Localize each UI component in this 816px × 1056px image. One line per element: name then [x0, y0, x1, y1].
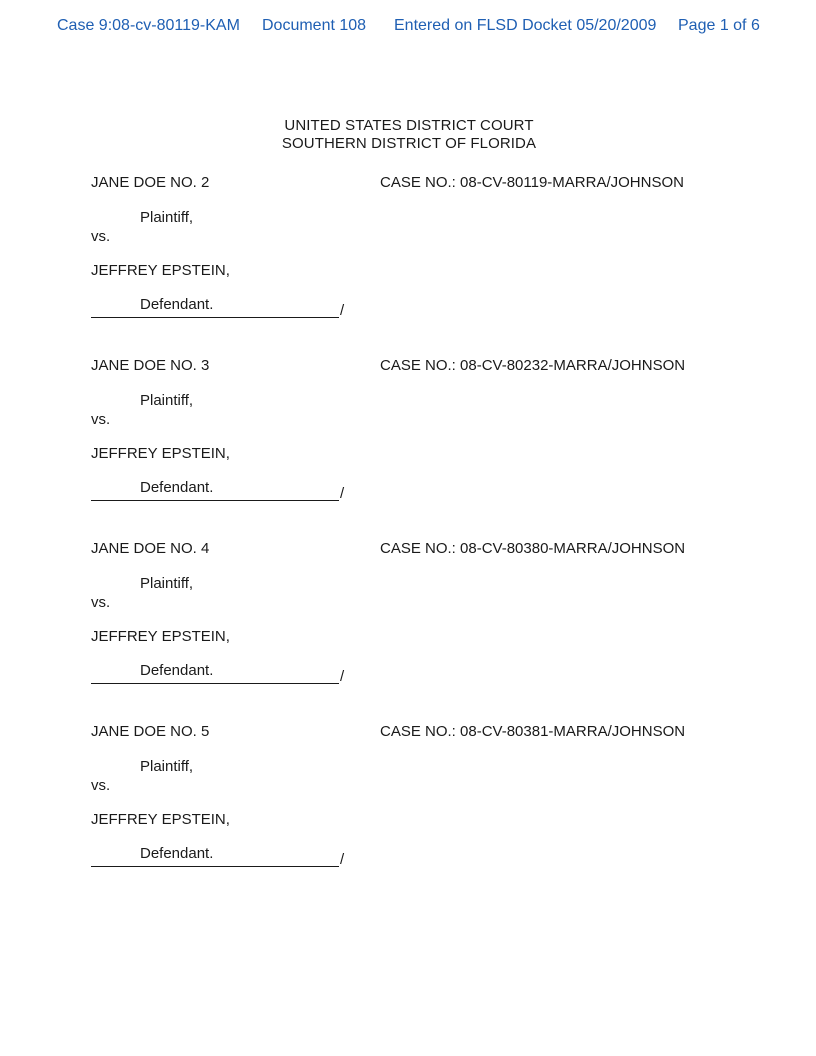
versus-label: vs. [91, 594, 111, 611]
plaintiff-role: Plaintiff, [140, 209, 194, 226]
caption-divider-line [91, 866, 339, 867]
plaintiff-role: Plaintiff, [140, 575, 194, 592]
docket-header [0, 17, 816, 39]
case-caption-1 [0, 174, 816, 354]
defendant-name: JEFFREY EPSTEIN, [91, 445, 230, 462]
defendant-role: Defendant. [140, 479, 214, 496]
defendant-role: Defendant. [140, 662, 214, 679]
plaintiff-role: Plaintiff, [140, 758, 194, 775]
case-number: CASE NO.: 08-CV-80381-MARRA/JOHNSON [380, 723, 686, 740]
court-title-line-2: SOUTHERN DISTRICT OF FLORIDA [281, 135, 537, 152]
case-caption-4 [0, 723, 816, 903]
header-page-number: Page 1 of 6 [678, 17, 760, 34]
caption-slash: / [340, 851, 345, 868]
court-title [0, 117, 816, 153]
plaintiff-name: JANE DOE NO. 4 [91, 540, 210, 557]
case-number: CASE NO.: 08-CV-80119-MARRA/JOHNSON [380, 174, 684, 191]
caption-slash: / [340, 302, 345, 319]
versus-label: vs. [91, 777, 111, 794]
defendant-name: JEFFREY EPSTEIN, [91, 811, 230, 828]
case-number: CASE NO.: 08-CV-80380-MARRA/JOHNSON [380, 540, 686, 557]
versus-label: vs. [91, 228, 111, 245]
caption-slash: / [340, 485, 345, 502]
header-case-id: Case 9:08-cv-80119-KAM [57, 17, 240, 34]
plaintiff-name: JANE DOE NO. 5 [91, 723, 210, 740]
case-caption-3 [0, 540, 816, 720]
defendant-role: Defendant. [140, 845, 214, 862]
plaintiff-name: JANE DOE NO. 2 [91, 174, 210, 191]
case-number: CASE NO.: 08-CV-80232-MARRA/JOHNSON [380, 357, 686, 374]
caption-divider-line [91, 500, 339, 501]
versus-label: vs. [91, 411, 111, 428]
plaintiff-role: Plaintiff, [140, 392, 194, 409]
caption-slash: / [340, 668, 345, 685]
header-entered-date: Entered on FLSD Docket 05/20/2009 [394, 17, 657, 34]
caption-divider-line [91, 683, 339, 684]
court-title-line-1: UNITED STATES DISTRICT COURT [284, 117, 534, 134]
defendant-role: Defendant. [140, 296, 214, 313]
plaintiff-name: JANE DOE NO. 3 [91, 357, 210, 374]
caption-divider-line [91, 317, 339, 318]
header-document-number: Document 108 [262, 17, 367, 34]
defendant-name: JEFFREY EPSTEIN, [91, 628, 230, 645]
case-caption-2 [0, 357, 816, 537]
defendant-name: JEFFREY EPSTEIN, [91, 262, 230, 279]
